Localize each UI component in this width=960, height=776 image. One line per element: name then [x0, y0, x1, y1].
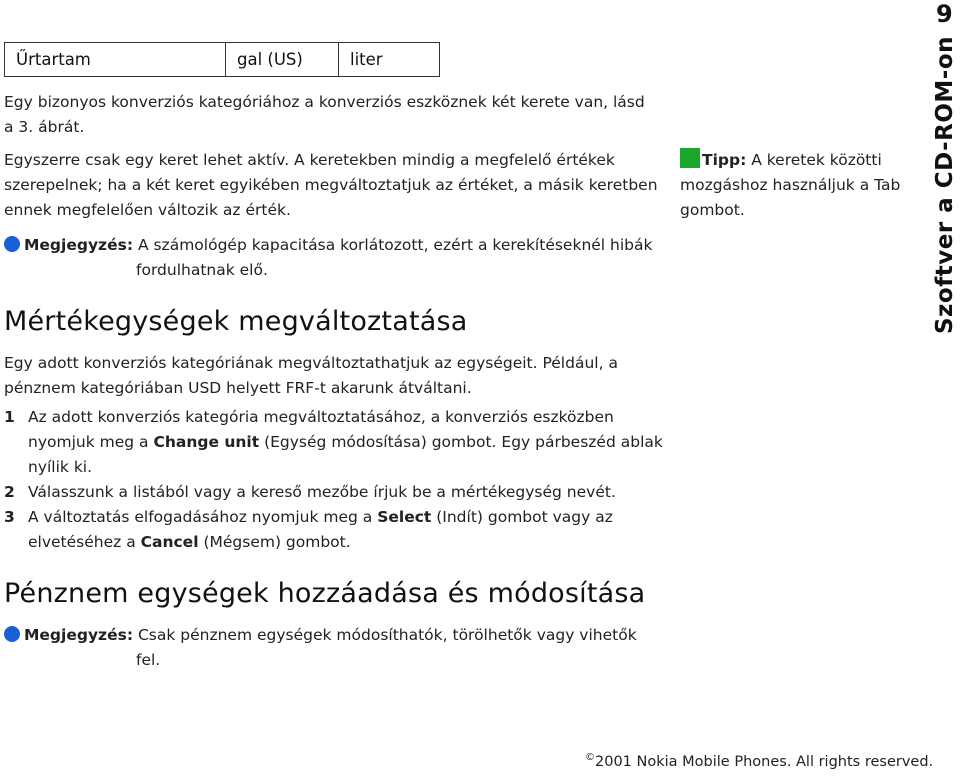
note-2-line1: Csak pénznem egységek módosíthatók, törölhetők vagy vihetők [137, 626, 637, 644]
section1-p-line1: Egy adott konverziós kategóriának megváltoztathatjuk az egységeit. Például, a [4, 354, 618, 372]
intro-paragraph-1 [4, 90, 664, 140]
step-number: 3 [4, 508, 15, 526]
tip-line2: mozgáshoz használjuk a Tab [680, 176, 901, 194]
steps-list [4, 405, 664, 555]
step-number: 2 [4, 483, 15, 501]
step-3-text: A változtatás elfogadásához nyomjuk meg a [28, 508, 378, 526]
note-label: Megjegyzés: [24, 626, 134, 644]
section-heading-units: Mértékegységek megváltoztatása [4, 306, 468, 337]
note-1 [4, 233, 664, 283]
table-cell-unit-1: gal (US) [226, 43, 339, 76]
note-text-line2: fordulhatnak elő. [136, 261, 268, 279]
note-bullet-icon [4, 236, 20, 252]
list-item [4, 405, 664, 480]
chapter-title [930, 30, 960, 340]
intro-p2-line2: szerepelnek; ha a két keret egyikében megváltoztatjuk az értéket, a másik keretben [4, 176, 658, 194]
section1-paragraph [4, 351, 664, 401]
unit-table [4, 42, 440, 77]
step-1-text-b: (Egység módosítása) gombot. Egy párbeszéd ablak [259, 433, 663, 451]
note-2-line2: fel. [136, 651, 161, 669]
note-label: Megjegyzés: [24, 236, 134, 254]
step-3-line2 [28, 530, 664, 555]
chapter-title-text: Szoftver a CD-ROM-on [932, 35, 958, 335]
copyright-symbol: © [585, 752, 595, 763]
copyright-footer [585, 752, 933, 770]
section-heading-currency: Pénznem egységek hozzáadása és módosítása [4, 578, 646, 609]
step-2-line1: Válasszunk a listából vagy a kereső mezőbe írjuk be a mértékegység nevét. [28, 483, 616, 501]
step-3-text-d: (Mégsem) gombot. [198, 533, 351, 551]
tip-box [680, 148, 920, 223]
step-3-button-select: Select [377, 508, 432, 526]
table-cell-unit-2: liter [350, 50, 383, 69]
note-bullet-icon [4, 626, 20, 642]
tip-square-icon [680, 148, 700, 168]
step-3-line1 [28, 505, 664, 530]
tip-line3: gombot. [680, 201, 745, 219]
step-1-line1: Az adott konverziós kategória megváltoztatásához, a konverziós eszközben [28, 408, 614, 426]
step-3-text-c: elvetéséhez a [28, 533, 141, 551]
intro-p1-line1: Egy bizonyos konverziós kategóriához a konverziós eszköznek két kerete van, lásd [4, 93, 645, 111]
table-cell-category: Űrtartam [5, 43, 226, 76]
tip-line1: A keretek közötti [746, 151, 882, 169]
step-3-button-cancel: Cancel [140, 533, 199, 551]
intro-p2-line1: Egyszerre csak egy keret lehet aktív. A keretekben mindig a megfelelő értékek [4, 151, 615, 169]
section1-p-line2: pénznem kategóriában USD helyett FRF-t akarunk átváltani. [4, 379, 472, 397]
intro-paragraph-2 [4, 148, 664, 223]
intro-p2-line3: ennek megfelelően változik az érték. [4, 201, 291, 219]
list-item [4, 505, 664, 555]
note-2 [4, 623, 664, 673]
note-text-line1: A számológép kapacitása korlátozott, ezért a kerekítéseknél hibák [137, 236, 653, 254]
list-item [4, 480, 664, 505]
intro-p1-line2: a 3. ábrát. [4, 118, 85, 136]
page-number: 9 [936, 0, 953, 28]
copyright-text: 2001 Nokia Mobile Phones. All rights reserved. [595, 753, 934, 770]
tip-label: Tipp: [702, 151, 747, 169]
step-number: 1 [4, 408, 15, 426]
step-1-line3: nyílik ki. [28, 458, 93, 476]
step-1-button-name: Change unit [153, 433, 260, 451]
step-1-text: nyomjuk meg a [28, 433, 154, 451]
step-3-text-b: (Indít) gombot vagy az [431, 508, 613, 526]
step-1-line2 [28, 430, 664, 455]
